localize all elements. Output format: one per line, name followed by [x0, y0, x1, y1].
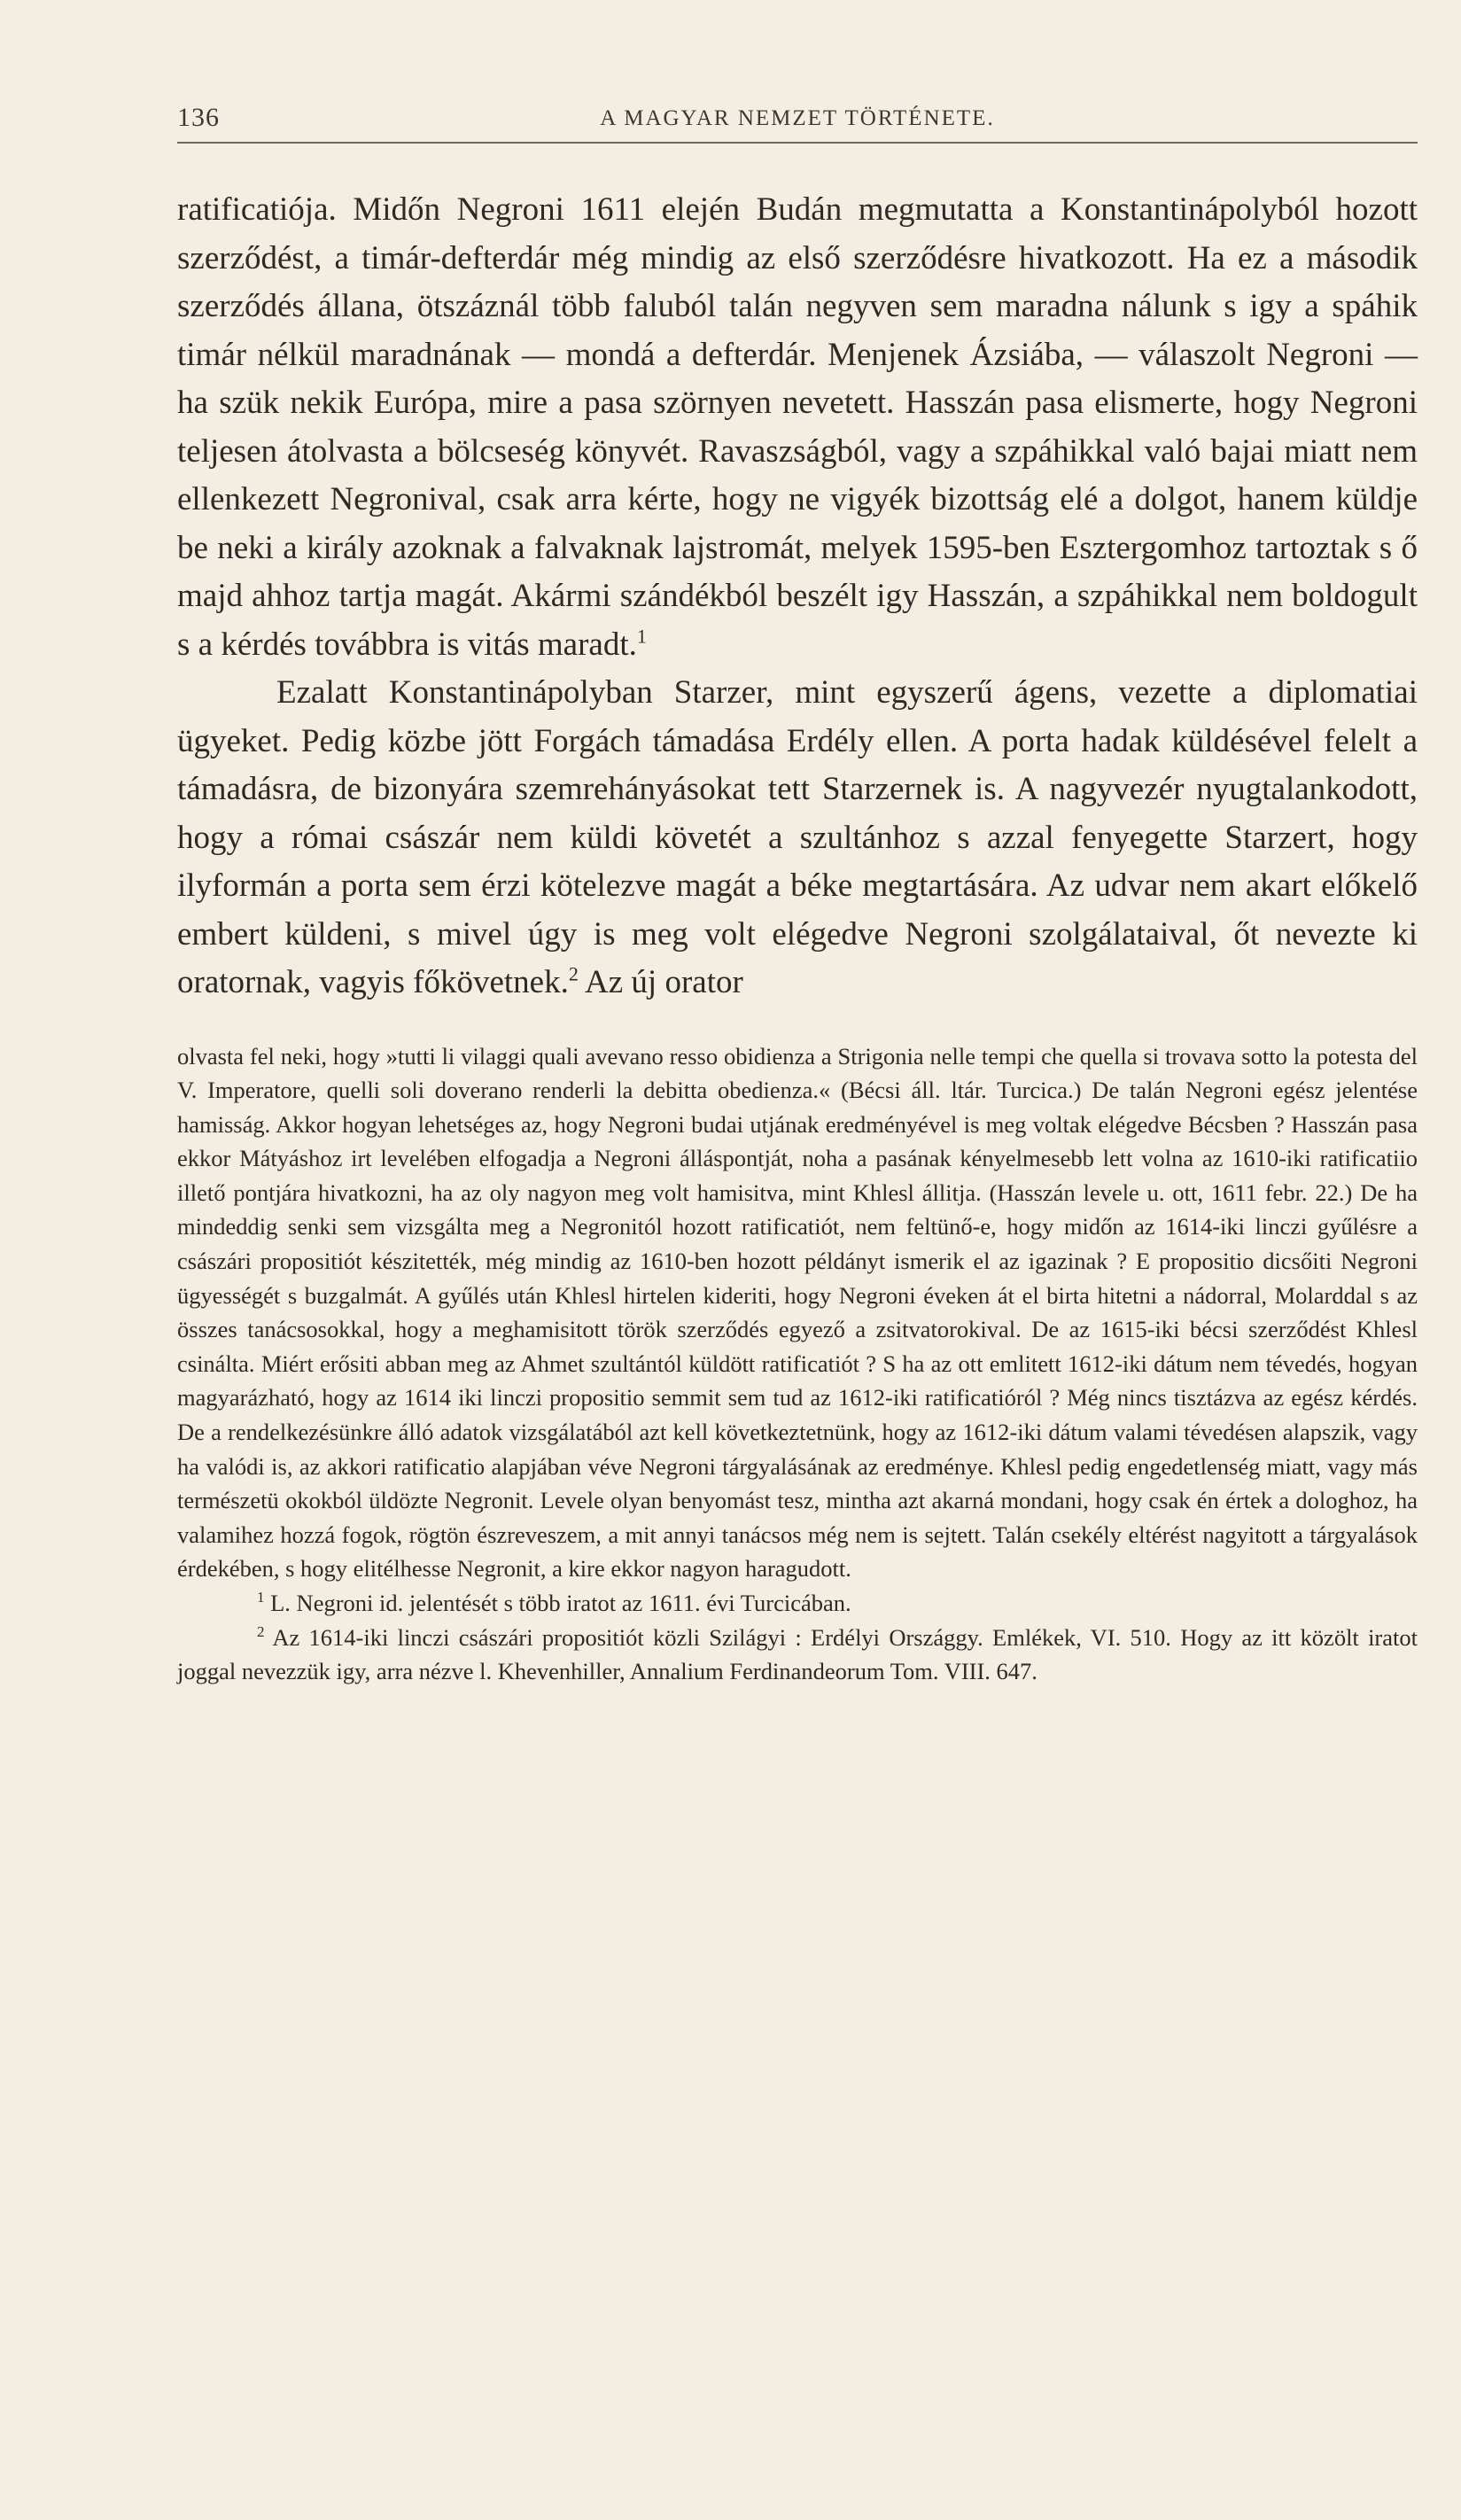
footnote-2: [177, 1621, 1418, 1689]
book-page: [177, 97, 1418, 1689]
page-number: 136: [177, 103, 220, 132]
footnote-1: [177, 1586, 1418, 1621]
running-title: A MAGYAR NEMZET TÖRTÉNETE.: [600, 106, 995, 130]
running-head: [177, 97, 1418, 144]
paragraph-2: [177, 669, 1418, 1007]
paragraph-2-tail: Az új orator: [578, 964, 743, 1000]
footnotes: [177, 1039, 1418, 1689]
paragraph-1: [177, 186, 1418, 669]
footnote-2-text: Az 1614-iki linczi császári propositiót közli Szilágyi : Erdélyi Országgy. Emlékek, VI. 510. Hogy az itt közölt iratot joggal nevezzük igy, arra nézve l. Khevenhiller, Annalium Ferdinandeorum Tom. VIII. 647.: [177, 1623, 1418, 1685]
footnote-2-marker: 2: [257, 1622, 265, 1640]
paragraph-2-text: Ezalatt Konstantinápolyban Starzer, mint egyszerű ágens, vezette a diplomatiai ügyeket. Pedig közbe jött Forgách támadása Erdély ellen. A porta hadak küldésével felelt a támadásra, de bizonyára szemrehányásokat tett Starzernek is. A nagyvezér nyugtalankodott, hogy a római császár nem küldi követét a szultánhoz s azzal fenyegette Starzert, hogy ilyformán a porta sem érzi kötelezve magát a béke megtartására. Az udvar nem akart előkelő embert küldeni, s mivel úgy is meg volt elégedve Negroni szolgálataival, őt nevezte ki oratornak, vagyis főkövetnek.: [177, 674, 1418, 1000]
footnote-ref-1: 1: [636, 625, 647, 648]
footnote-continuation: olvasta fel neki, hogy »tutti li vilaggi quali avevano resso obidienza a Strigonia nelle tempi che quella si trovava sotto la potesta del V. Imperatore, quelli soli doverano renderli la debitta obedienza.« (Bécsi áll. ltár. Turcica.) De talán Negroni egész jelentése hamisság. Akkor hogyan lehetséges az, hogy Negroni budai utjának eredményével is meg voltak elégedve Bécsben ? Hasszán pasa ekkor Mátyáshoz irt levelében elfogadja a Negroni álláspontját, noha a pasának kényelmesebb lett volna az 1610-iki ratificatiio illető pontjára hivatkozni, ha az oly nagyon meg volt hamisitva, mint Khlesl állitja. (Hasszán levele u. ott, 1611 febr. 22.) De ha mindeddig senki sem vizsgálta meg a Negronitól hozott ratificatiót, nem feltünő-e, hogy midőn az 1614-iki linczi gyűlésre a császári propositiót készitették, még mindig az 1610-ben hozott példányt ismerik el az igazinak ? E propositio dicsőiti Negroni ügyességét s buzgalmát. A gyűlés után Khlesl hirtelen kideriti, hogy Negroni éveken át el birta hitetni a nádorral, Molarddal s az összes tanácsosokkal, hogy a meghamisitott török szerződés egyező a zsitvatorokival. De az 1615-iki bécsi szerződést Khlesl csinálta. Miért erősiti abban meg az Ahmet szultántól küldött ratificatiót ? S ha az ott emlitett 1612-iki dátum nem tévedés, hogyan magyarázható, hogy az 1614 iki linczi propositio semmit sem tud az 1612-iki ratificatióról ? Még nincs tisztázva az egész kérdés. De a rendelkezésünkre álló adatok vizsgálatából azt kell következtetnünk, hogy az 1612-iki dátum valami tévedésen alapszik, vagy ha valódi is, az akkori ratificatio alapjában véve Negroni tárgyalásának az eredménye. Khlesl pedig engedetlenség miatt, vagy más természetü okokból üldözte Negronit. Levele olyan benyomást tesz, mintha azt akarná mondani, hogy csak én értek a dologhoz, ha valamihez hozzá fogok, rögtön észreveszem, a mit annyi tanácsos még nem is sejtett. Talán csekély eltérést nagyitott a tárgyalások érdekében, s hogy elitélhesse Negronit, a kire ekkor nagyon haragudott.: [177, 1042, 1418, 1583]
main-text: [177, 186, 1418, 1007]
footnote-1-marker: 1: [257, 1589, 265, 1606]
footnote-ref-2: 2: [568, 962, 579, 985]
paragraph-1-text: ratificatiója. Midőn Negroni 1611 elején Budán megmutatta a Konstantinápolyból hozott szerződést, a timár-defterdár még mindig az első szerződésre hivatkozott. Ha ez a második szerződés állana, ötszáznál több faluból talán negyven sem maradna nálunk s igy a spáhik timár nélkül maradnának — mondá a defterdár. Menjenek Ázsiába, — válaszolt Negroni — ha szük nekik Európa, mire a pasa szörnyen nevetett. Hasszán pasa elismerte, hogy Negroni teljesen átolvasta a bölcseség könyvét. Ravaszságból, vagy a szpáhikkal való bajai miatt nem ellenkezett Negronival, csak arra kérte, hogy ne vigyék bizottság elé a dolgot, hanem küldje be neki a király azoknak a falvaknak lajstromát, melyek 1595-ben Esztergomhoz tartoztak s ő majd ahhoz tartja magát. Akármi szándékból beszélt igy Hasszán, a szpáhikkal nem boldogult s a kérdés továbbra is vitás maradt.: [177, 191, 1418, 663]
footnote-1-text: L. Negroni id. jelentését s több iratot az 1611. évi Turcicában.: [264, 1590, 851, 1616]
